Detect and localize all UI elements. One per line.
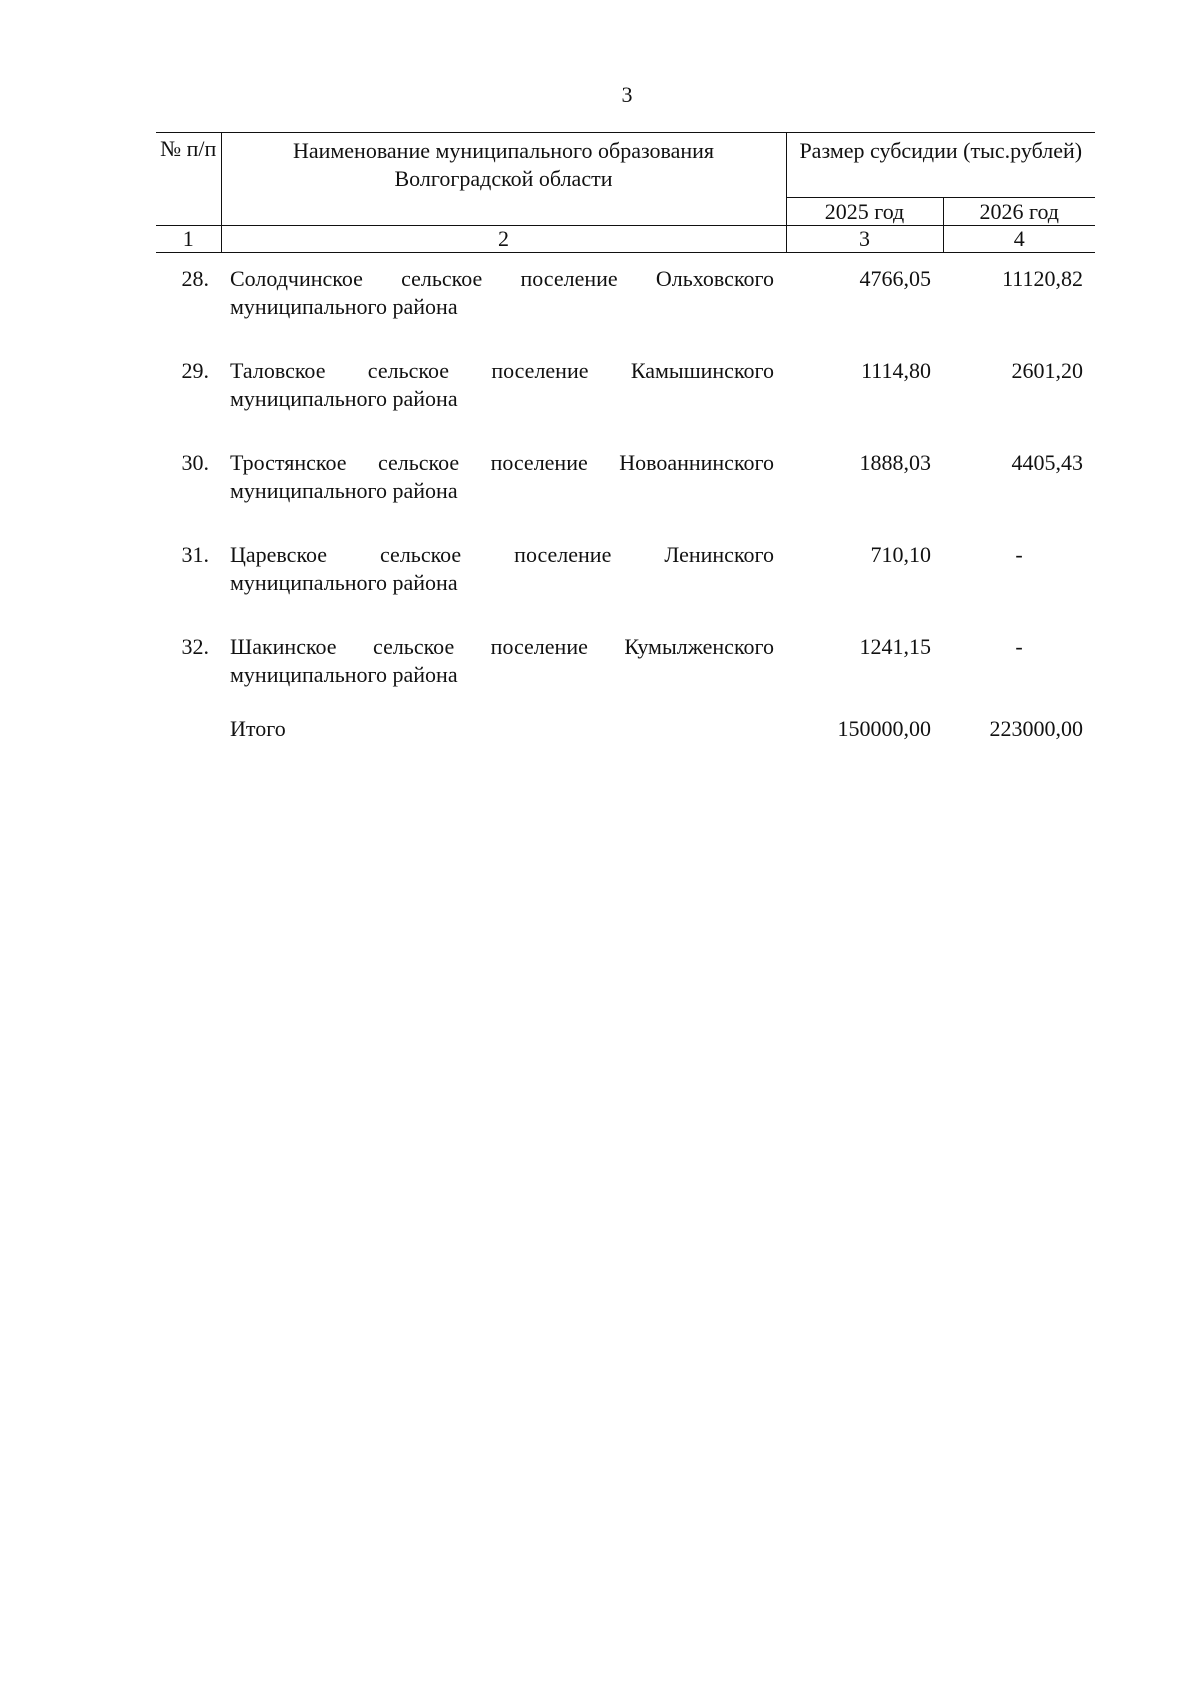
total-row — [156, 711, 1095, 743]
subsidy-2026: - — [1015, 634, 1023, 659]
subsidy-2025: 4766,05 — [859, 266, 931, 291]
municipality-name: Царевское сельское поселение Ленинского муниципального района — [230, 542, 774, 595]
subsidy-2025: 1888,03 — [859, 450, 931, 475]
header-column-index-1: 1 — [156, 226, 221, 253]
subsidy-2025: 1241,15 — [859, 634, 931, 659]
subsidy-table — [156, 132, 1095, 743]
municipality-name: Тростянское сельское поселение Новоаннинского муниципального района — [230, 450, 774, 503]
total-label: Итого — [230, 716, 286, 741]
subsidy-2025: 1114,80 — [861, 358, 931, 383]
table-row — [156, 527, 1095, 619]
row-number: 31. — [181, 542, 209, 567]
table-row — [156, 343, 1095, 435]
subsidy-2025: 710,10 — [870, 542, 931, 567]
municipality-name: Шакинское сельское поселение Кумылженского муниципального района — [230, 634, 774, 687]
table-row — [156, 253, 1095, 344]
row-number: 32. — [181, 634, 209, 659]
subsidy-table-container — [156, 132, 1095, 743]
subsidy-2026: 4405,43 — [1011, 450, 1083, 475]
header-column-index-2: 2 — [221, 226, 786, 253]
header-subsidy-amount: Размер субсидии (тыс.рублей) — [786, 133, 1095, 198]
subsidy-2026: 2601,20 — [1011, 358, 1083, 383]
table-row — [156, 435, 1095, 527]
header-number: № п/п — [156, 133, 221, 226]
subsidy-2026: - — [1015, 542, 1023, 567]
header-municipality-name: Наименование муниципального образования Волгоградской области — [221, 133, 786, 226]
header-year-2025: 2025 год — [786, 198, 943, 226]
total-row-number-empty — [156, 711, 221, 743]
municipality-name: Солодчинское сельское поселение Ольховского муниципального района — [230, 266, 774, 319]
row-number: 28. — [181, 266, 209, 291]
header-column-index-3: 3 — [786, 226, 943, 253]
total-2026: 223000,00 — [989, 716, 1083, 741]
subsidy-2026: 11120,82 — [1002, 266, 1083, 291]
page-number: 3 — [621, 82, 633, 107]
header-column-index-4: 4 — [943, 226, 1095, 253]
table-header — [156, 133, 1095, 253]
row-number: 29. — [181, 358, 209, 383]
municipality-name: Таловское сельское поселение Камышинского муниципального района — [230, 358, 774, 411]
table-body — [156, 253, 1095, 744]
row-number: 30. — [181, 450, 209, 475]
table-row — [156, 619, 1095, 711]
header-year-2026: 2026 год — [943, 198, 1095, 226]
total-2025: 150000,00 — [837, 716, 931, 741]
